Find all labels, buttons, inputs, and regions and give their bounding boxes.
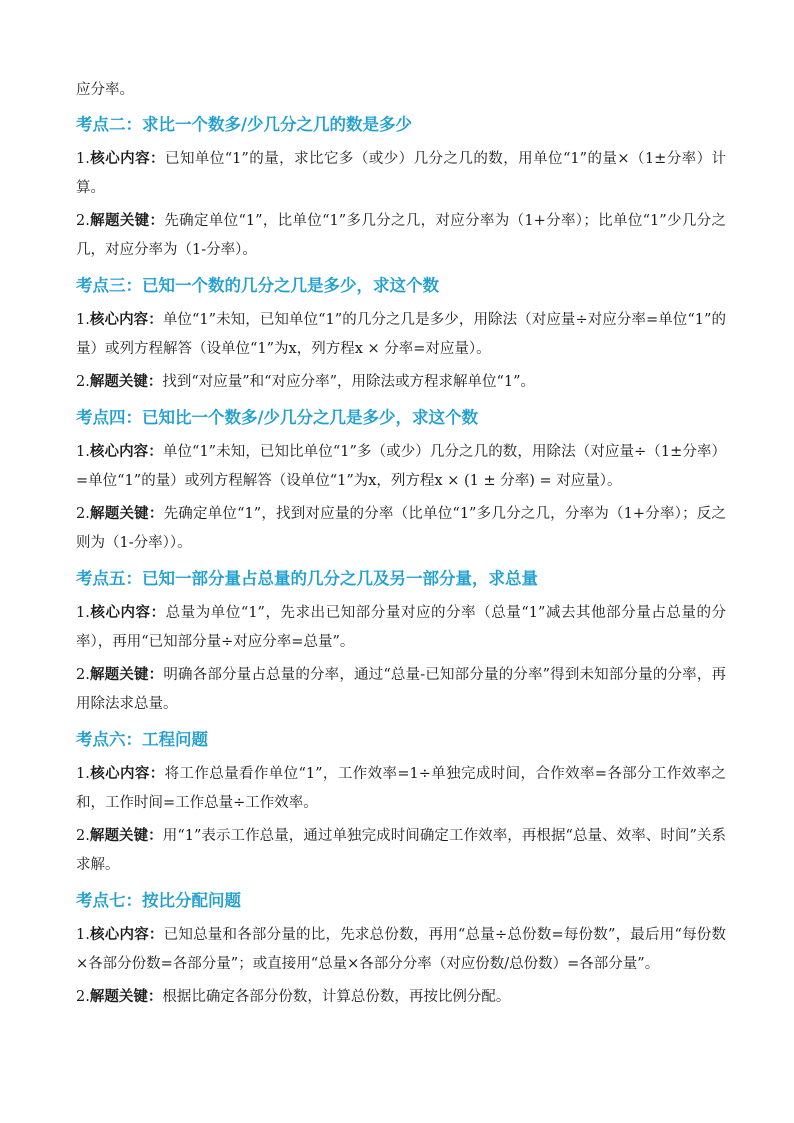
item-label: 解题关键: [89, 212, 150, 229]
section-item: [76, 759, 726, 818]
item-text: 将工作总量看作单位“1”，工作效率=1÷单独完成时间，合作效率=各部分工作效率之和，工作时间=工作总量÷工作效率。: [76, 766, 727, 811]
section-item: [76, 437, 726, 496]
section-heading: 考点五：已知一部分量占总量的几分之几及另一部分量，求总量: [76, 569, 538, 588]
section-item: [76, 206, 726, 265]
section: [76, 112, 726, 265]
section-heading: 考点七：按比分配问题: [76, 891, 241, 910]
item-text: 已知单位“1”的量，求比它多（或少）几分之几的数，用单位“1”的量×（1±分率）计算。: [76, 151, 727, 196]
section-item: [76, 499, 726, 558]
item-label: 核心内容: [89, 604, 151, 621]
item-separator: ：: [147, 988, 163, 1005]
item-separator: ：: [150, 150, 165, 167]
item-number: 2.: [76, 374, 90, 390]
section: [76, 273, 726, 397]
item-text: 先确定单位“1”，比单位“1”多几分之几，对应分率为（1+分率）；比单位“1”少几分之几，对应分率为（1-分率）。: [76, 213, 727, 258]
section: [76, 405, 726, 558]
item-label: 核心内容: [89, 443, 149, 460]
item-text: 总量为单位“1”，先求出已知部分量对应的分率（总量“1”减去其他部分量占总量的分率），再用“已知部分量÷对应分率=总量”。: [76, 605, 727, 650]
item-label: 解题关键: [89, 505, 149, 522]
item-label: 解题关键: [89, 988, 148, 1005]
intro-fragment: 应分率。: [76, 82, 134, 98]
item-label: 核心内容: [89, 311, 149, 328]
item-label: 解题关键: [89, 666, 149, 683]
document-page: [76, 76, 726, 1015]
item-number: 1.: [76, 927, 90, 943]
item-separator: ：: [148, 926, 164, 943]
section-heading: 考点四：已知比一个数多/少几分之几是多少，求这个数: [76, 408, 479, 427]
item-number: 2.: [76, 828, 90, 844]
section-item: [76, 367, 726, 397]
item-text: 找到“对应量”和“对应分率”，用除法或方程求解单位“1”。: [162, 374, 536, 390]
section-heading: 考点三：已知一个数的几分之几是多少，求这个数: [76, 276, 439, 295]
item-separator: ：: [148, 311, 163, 328]
item-number: 1.: [76, 766, 90, 782]
section-item: [76, 821, 726, 880]
item-text: 已知总量和各部分量的比，先求总份数，再用“总量÷总份数=每份数”，最后用“每份数×各部分份数=各部分量”；或直接用“总量×各部分分率（对应份数/总份数）=各部分量”。: [76, 927, 727, 972]
sections-container: [76, 112, 726, 1012]
item-separator: ：: [149, 765, 165, 782]
item-separator: ：: [149, 212, 165, 229]
section-item: [76, 144, 726, 203]
item-separator: ：: [148, 666, 164, 683]
item-number: 1.: [76, 444, 90, 460]
item-text: 单位“1”未知，已知比单位“1”多（或少）几分之几的数，用除法（对应量÷（1±分率）=单位“1”的量）或列方程解答（设单位“1”为x，列方程x × (1 ± 分率) = 对应量）。: [76, 444, 727, 489]
section: [76, 566, 726, 719]
section-item: [76, 982, 726, 1012]
section-heading: 考点六：工程问题: [76, 730, 208, 749]
item-label: 核心内容: [89, 765, 150, 782]
item-number: 2.: [76, 213, 90, 229]
item-number: 1.: [76, 312, 90, 328]
section-heading: 考点二：求比一个数多/少几分之几的数是多少: [76, 115, 413, 134]
item-separator: ：: [150, 604, 166, 621]
section: [76, 727, 726, 880]
item-separator: ：: [148, 827, 163, 844]
item-label: 核心内容: [89, 926, 149, 943]
item-separator: ：: [147, 373, 163, 390]
item-number: 1.: [76, 151, 90, 167]
item-text: 用“1”表示工作总量，通过单独完成时间确定工作效率，再根据“总量、效率、时间”关系求解。: [76, 828, 727, 873]
section-item: [76, 305, 726, 364]
section: [76, 888, 726, 1012]
item-number: 2.: [76, 506, 90, 522]
item-text: 单位“1”未知，已知单位“1”的几分之几是多少，用除法（对应量÷对应分率=单位“1”的量）或列方程解答（设单位“1”为x，列方程x × 分率=对应量）。: [76, 312, 727, 357]
item-label: 核心内容: [89, 150, 151, 167]
item-label: 解题关键: [89, 373, 148, 390]
item-number: 2.: [76, 667, 90, 683]
section-item: [76, 920, 726, 979]
item-text: 明确各部分量占总量的分率，通过“总量-已知部分量的分率”得到未知部分量的分率，再用除法求总量。: [76, 667, 726, 712]
item-text: 根据比确定各部分份数，计算总份数，再按比例分配。: [162, 989, 511, 1005]
item-label: 解题关键: [89, 827, 149, 844]
item-text: 先确定单位“1”，找到对应量的分率（比单位“1”多几分之几，分率为（1+分率）；反之则为（1-分率））。: [76, 506, 727, 551]
item-separator: ：: [148, 505, 164, 522]
section-item: [76, 598, 726, 657]
item-separator: ：: [148, 443, 163, 460]
section-item: [76, 660, 726, 719]
item-number: 2.: [76, 989, 90, 1005]
item-number: 1.: [76, 605, 90, 621]
